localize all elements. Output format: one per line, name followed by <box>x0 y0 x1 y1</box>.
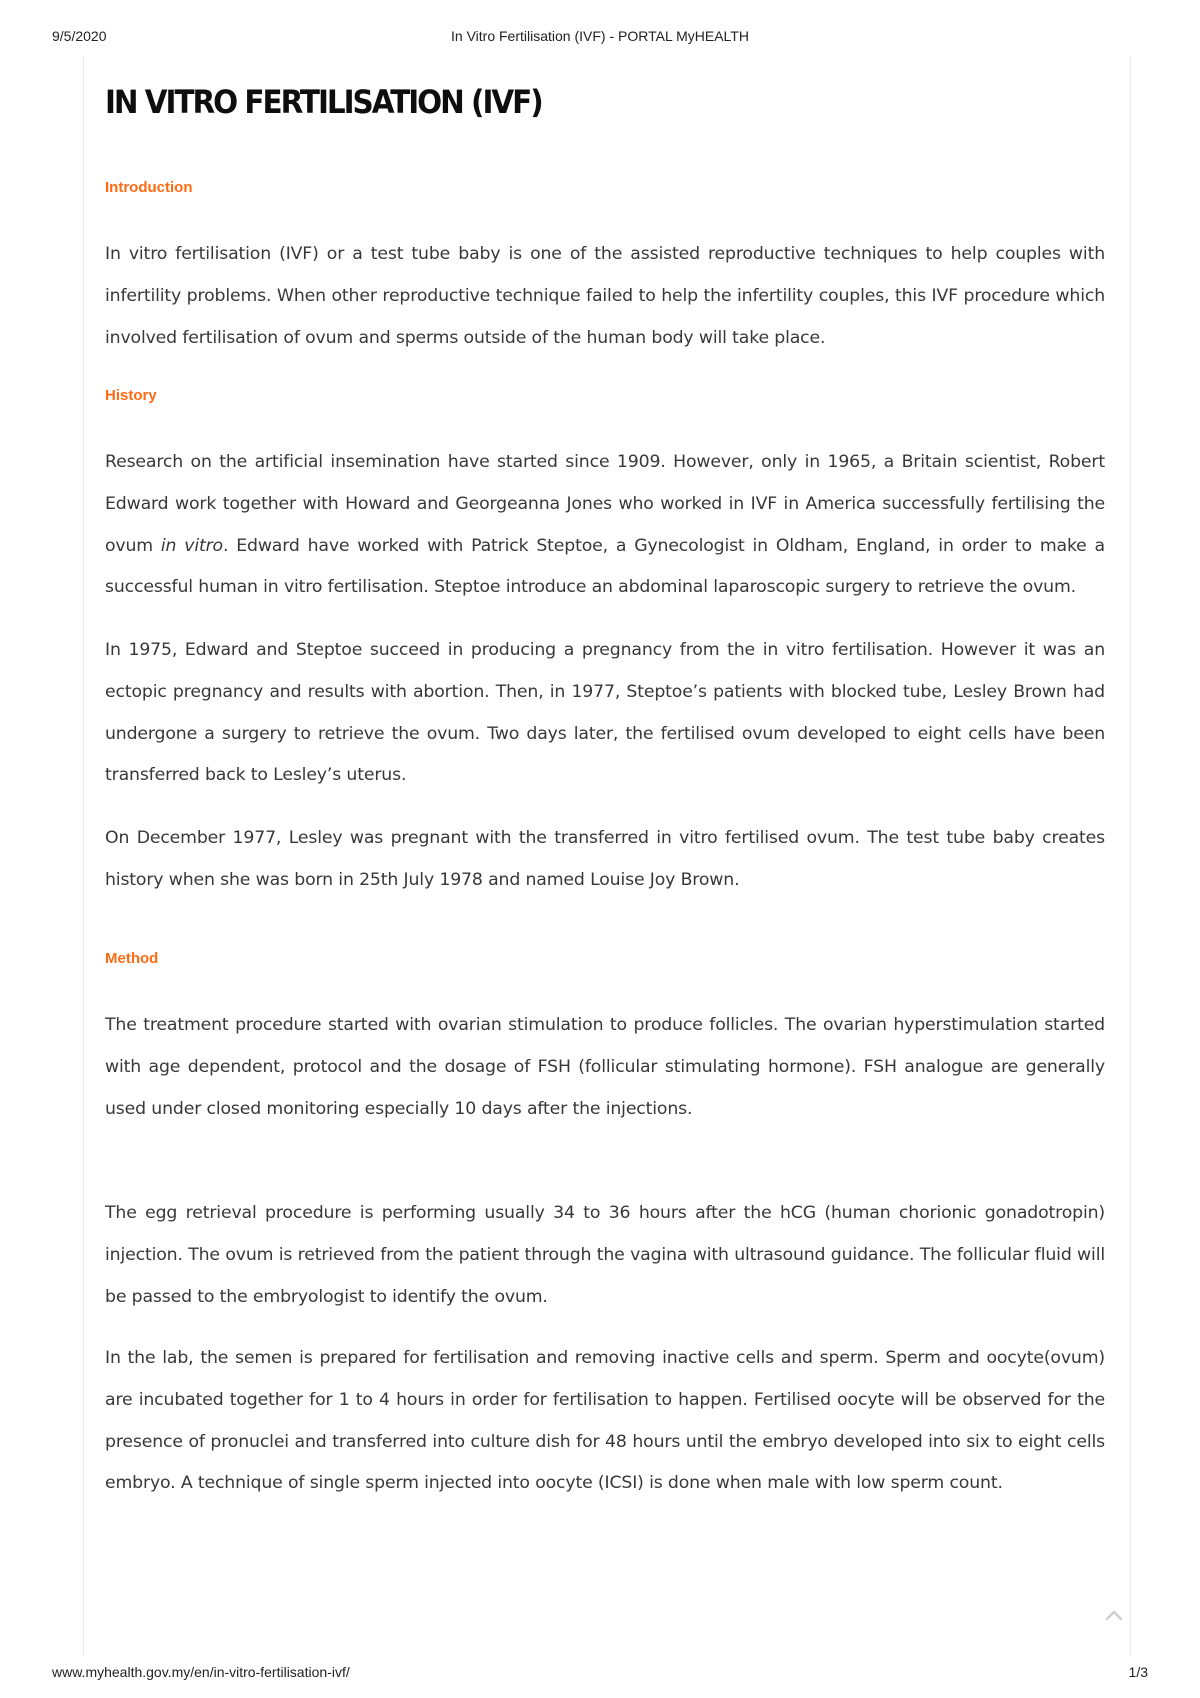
print-url: www.myhealth.gov.my/en/in-vitro-fertilisation-ivf/ <box>52 1664 350 1680</box>
method-paragraph-1: The treatment procedure started with ovarian stimulation to produce follicles. The ovarian hyperstimulation started with age dependent, protocol and the dosage of FSH (follicular stimulating hormone). FSH analogue are generally used under closed monitoring especially 10 days after the injections. <box>105 1015 1105 1119</box>
print-footer <box>0 1664 1200 1684</box>
history-paragraph-1-text-a: Research on the artificial insemination have started since 1909. However, only in 1965, a Britain scientist, Robert Edward work together with Howard and Georgeanna Jones who worked in IVF in America successfully fertilising the ovum <box>105 452 1105 556</box>
print-header <box>0 28 1200 48</box>
history-paragraph-2: In 1975, Edward and Steptoe succeed in producing a pregnancy from the in vitro fertilisation. However it was an ectopic pregnancy and results with abortion. Then, in 1977, Steptoe’s patients with blocked tube, Lesley Brown had undergone a surgery to retrieve the ovum. Two days later, the fertilised ovum developed to eight cells have been transferred back to Lesley’s uterus. <box>105 640 1105 786</box>
section-heading-introduction: Introduction <box>105 179 193 196</box>
introduction-paragraph: In vitro fertilisation (IVF) or a test tube baby is one of the assisted reproductive techniques to help couples with infertility problems. When other reproductive technique failed to help the infertility couples, this IVF procedure which involved fertilisation of ovum and sperms outside of the human body will take place. <box>105 244 1105 348</box>
print-page-number: 1/3 <box>1128 1664 1148 1680</box>
history-paragraph-3: On December 1977, Lesley was pregnant with the transferred in vitro fertilised ovum. The test tube baby creates history when she was born in 25th July 1978 and named Louise Joy Brown. <box>105 828 1105 890</box>
page-title: IN VITRO FERTILISATION (IVF) <box>105 83 542 121</box>
article-card <box>83 56 1131 1656</box>
print-date: 9/5/2020 <box>52 28 107 44</box>
section-heading-history: History <box>105 387 157 404</box>
method-paragraph-3: In the lab, the semen is prepared for fertilisation and removing inactive cells and sperm. Sperm and oocyte(ovum) are incubated together for 1 to 4 hours in order for fertilisation to happen. Fertilised oocyte will be observed for the presence of pronuclei and transferred into culture dish for 48 hours until the embryo developed into six to eight cells embryo. A technique of single sperm injected into oocyte (ICSI) is done when male with low sperm count. <box>105 1348 1105 1494</box>
print-page-title: In Vitro Fertilisation (IVF) - PORTAL MyHEALTH <box>451 28 749 44</box>
history-paragraph-1-text-b: . Edward have worked with Patrick Steptoe, a Gynecologist in Oldham, England, in order to make a successful human in vitro fertilisation. Steptoe introduce an abdominal laparoscopic surgery to retrieve the ovum. <box>105 535 1105 598</box>
chevron-up-icon <box>1103 1607 1125 1623</box>
method-paragraph-2: The egg retrieval procedure is performing usually 34 to 36 hours after the hCG (human chorionic gonadotropin) injection. The ovum is retrieved from the patient through the vagina with ultrasound guidance. The follicular fluid will be passed to the embryologist to identify the ovum. <box>105 1203 1105 1307</box>
scroll-to-top-button[interactable] <box>1103 1607 1125 1623</box>
section-heading-method: Method <box>105 950 159 967</box>
history-paragraph-1 <box>105 442 1105 609</box>
history-paragraph-1-italic: in vitro <box>160 535 223 556</box>
article-content <box>105 56 1105 1494</box>
